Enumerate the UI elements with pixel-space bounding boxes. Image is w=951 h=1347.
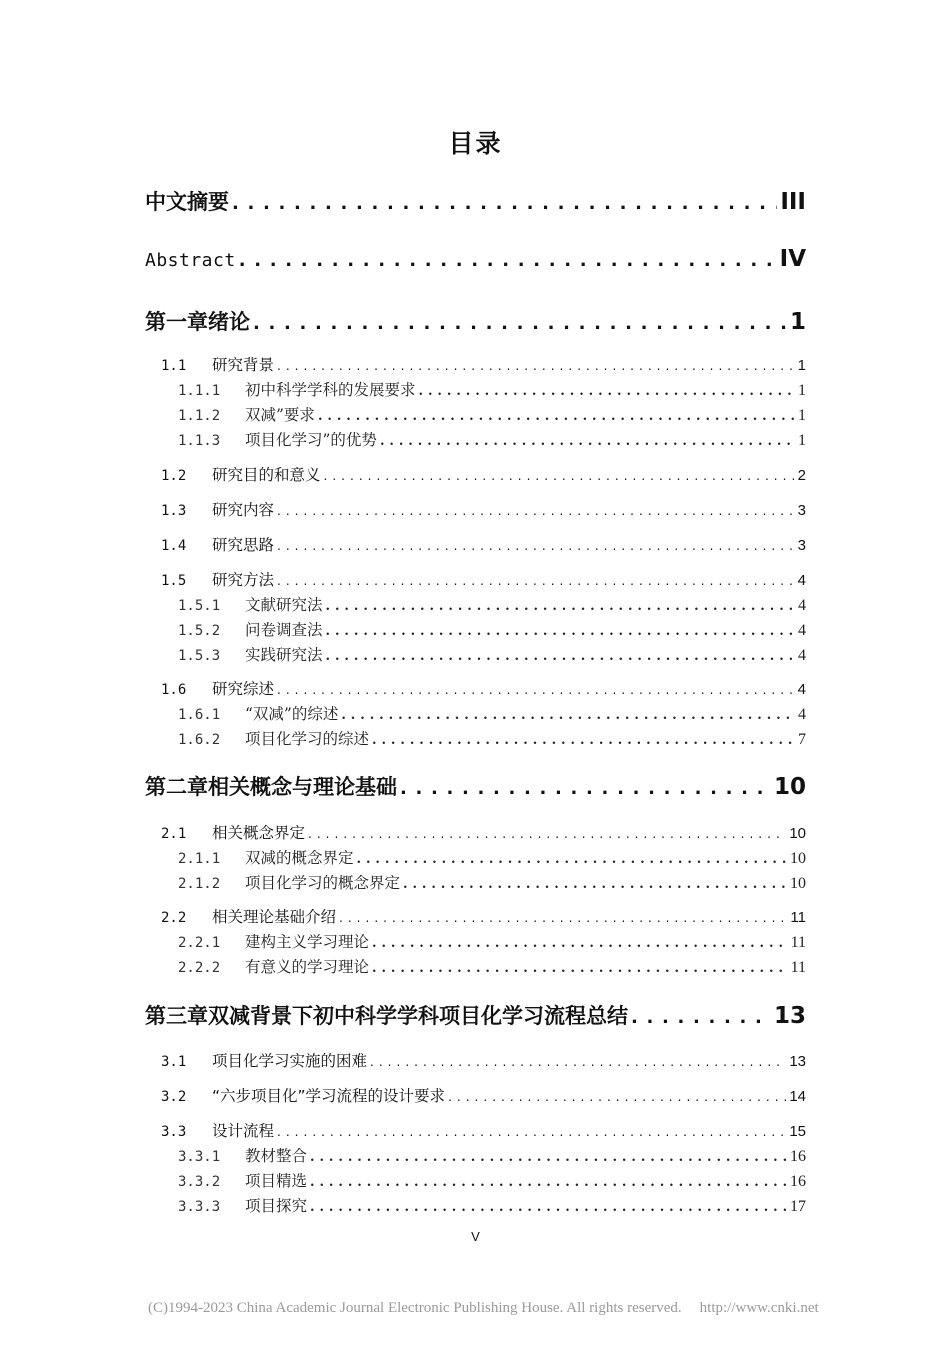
toc-leader-dots [372,961,788,976]
toc-subsection-entry[interactable] [178,403,806,425]
toc-subsection-entry[interactable] [178,618,806,640]
toc-entry-number: 3.3 [161,1124,187,1140]
toc-entry-label: 中文摘要 [145,190,229,214]
toc-entry-label: 第二章相关概念与理论基础 [145,775,397,799]
toc-section-entry[interactable] [161,353,806,375]
toc-subsection-entry[interactable] [178,846,806,868]
toc-entry-label: 项目化学习”的优势 [245,431,377,449]
toc-entry-label: Abstract [145,250,236,271]
toc-leader-dots [372,733,795,748]
toc-entry-title [161,677,274,699]
toc-entry-page: 10 [789,825,806,842]
toc-entry-title [161,568,274,590]
toc-leader-dots [370,1055,786,1069]
toc-leader-dots [400,778,771,799]
toc-entry-title [178,955,369,977]
toc-subsection-entry[interactable] [178,593,806,615]
toc-subsection-entry[interactable] [178,428,806,450]
toc-entry-label: 第一章绪论 [145,310,250,334]
toc-entry-title [178,702,338,724]
toc-entry-number: 2.2.1 [178,935,221,951]
toc-entry-title [161,905,336,927]
toc-entry-label: 项目精选 [245,1172,308,1190]
toc-entry-title [145,250,236,271]
toc-entry-number: 2.1 [161,826,187,842]
toc-entry-number: 1.2 [161,468,187,484]
toc-entry-label: 双减”要求 [245,406,315,424]
toc-entry-title [178,403,315,425]
toc-entry-title [161,1049,367,1071]
toc-leader-dots [324,469,795,483]
toc-entry-label: 研究综述 [212,680,275,698]
toc-entry-number: 1.6.2 [178,732,221,748]
toc-entry-number: 2.2.2 [178,960,221,976]
toc-entry-page: 13 [773,1003,806,1029]
toc-entry-page: 17 [790,1198,806,1215]
toc-chapter-entry[interactable] [145,246,806,276]
toc-leader-dots [277,1125,786,1139]
toc-entry-number: 1.1 [161,358,187,374]
toc-leader-dots [310,1150,787,1165]
toc-entry-title [178,1169,307,1191]
toc-entry-page: 1 [798,432,806,449]
toc-entry-title [178,1194,307,1216]
toc-leader-dots [277,683,795,697]
toc-entry-title [178,643,323,665]
toc-entry-page: III [780,189,806,215]
toc-section-entry[interactable] [161,677,806,699]
toc-entry-number: 1.5 [161,573,187,589]
toc-leader-dots [339,911,787,925]
toc-entry-label: 研究方法 [212,571,275,589]
toc-entry-title [178,846,354,868]
toc-entry-number: 3.3.3 [178,1199,221,1215]
toc-entry-page: 4 [798,597,806,614]
toc-entry-label: 项目化学习的概念界定 [245,874,401,892]
toc-entry-number: 1.3 [161,503,187,519]
toc-entry-page: 4 [797,681,806,698]
toc-entry-number: 3.2 [161,1089,187,1105]
toc-entry-label: 相关理论基础介绍 [212,908,337,926]
toc-entry-title [161,1084,445,1106]
toc-entry-label: 双减的概念界定 [245,849,354,867]
toc-entry-page: 1 [797,357,806,374]
toc-entry-page: 4 [798,622,806,639]
toc-subsection-entry[interactable] [178,1144,806,1166]
toc-entry-page: 16 [790,1173,806,1190]
toc-entry-page: 10 [790,850,806,867]
toc-entry-title [145,771,397,801]
page-number: V [471,1229,480,1244]
toc-entry-label: 相关概念界定 [212,824,306,842]
toc-entry-label: 项目化学习实施的困难 [212,1052,368,1070]
toc-entry-label: 问卷调查法 [245,621,323,639]
toc-entry-title [161,498,274,520]
toc-entry-number: 1.5.3 [178,648,221,664]
toc-leader-dots [341,708,795,723]
toc-entry-label: 研究目的和意义 [212,466,321,484]
toc-section-entry[interactable] [161,568,806,590]
toc-section-entry[interactable] [161,533,806,555]
toc-leader-dots [277,574,795,588]
toc-entry-number: 1.6.1 [178,707,221,723]
toc-leader-dots [239,250,777,271]
toc-subsection-entry[interactable] [178,643,806,665]
copyright-footer [148,1300,819,1317]
toc-entry-number: 2.1.1 [178,851,221,867]
toc-chapter-entry[interactable] [145,1000,806,1030]
toc-leader-dots [277,504,795,518]
toc-leader-dots [357,852,787,867]
toc-leader-dots [631,1007,771,1028]
toc-entry-number: 1.1.2 [178,408,221,424]
toc-entry-title [178,378,416,400]
toc-leader-dots [372,936,788,951]
copyright-text: (C)1994-2023 China Academic Journal Electronic Publishing House. All rights reserved. [148,1300,682,1316]
toc-section-entry[interactable] [161,905,806,927]
toc-entry-number: 1.6 [161,682,187,698]
toc-entry-page: 11 [790,959,806,976]
toc-entry-label: 研究背景 [212,356,275,374]
toc-section-entry[interactable] [161,1049,806,1071]
toc-entry-label: 研究思路 [212,536,275,554]
toc-entry-page: 4 [798,647,806,664]
toc-entry-title [161,463,321,485]
toc-entry-title [178,593,323,615]
toc-leader-dots [277,359,795,373]
toc-section-entry[interactable] [161,1119,806,1141]
toc-leader-dots [380,434,795,449]
toc-entry-page: 4 [797,572,806,589]
toc-entry-label: 教材整合 [245,1147,308,1165]
toc-entry-title [145,306,250,336]
toc-entry-number: 1.1.3 [178,433,221,449]
toc-entry-title [145,1000,628,1030]
toc-leader-dots [326,624,795,639]
toc-entry-title [178,1144,307,1166]
toc-entry-label: “六步项目化”学习流程的设计要求 [212,1087,446,1105]
toc-entry-title [145,186,229,216]
toc-entry-title [178,727,369,749]
toc-chapter-entry[interactable] [145,186,806,216]
toc-entry-page: 13 [789,1053,806,1070]
toc-subsection-entry[interactable] [178,378,806,400]
toc-subsection-entry[interactable] [178,727,806,749]
toc-entry-label: “双减”的综述 [245,705,339,723]
toc-subsection-entry[interactable] [178,955,806,977]
toc-chapter-entry[interactable] [145,771,806,801]
toc-entry-page: 4 [798,706,806,723]
toc-subsection-entry[interactable] [178,1194,806,1216]
toc-section-entry[interactable] [161,498,806,520]
toc-entry-label: 第三章双减背景下初中科学学科项目化学习流程总结 [145,1004,628,1028]
toc-entry-page: 2 [797,467,806,484]
toc-entry-page: 1 [798,407,806,424]
toc-subsection-entry[interactable] [178,871,806,893]
toc-chapter-entry[interactable] [145,306,806,336]
toc-entry-title [161,1119,274,1141]
toc-entry-page: 7 [798,731,806,748]
toc-entry-page: 11 [790,909,806,926]
toc-entry-page: 1 [798,382,806,399]
toc-entry-label: 研究内容 [212,501,275,519]
toc-entry-number: 2.2 [161,910,187,926]
toc-entry-label: 项目探究 [245,1197,308,1215]
toc-entry-label: 实践研究法 [245,646,323,664]
toc-section-entry[interactable] [161,1084,806,1106]
toc-entry-page: 3 [797,502,806,519]
toc-entry-title [178,428,377,450]
copyright-url: http://www.cnki.net [699,1300,819,1316]
toc-entry-page: 15 [789,1123,806,1140]
toc-entry-page: 10 [773,774,806,800]
toc-entry-label: 建构主义学习理论 [245,933,370,951]
toc-subsection-entry[interactable] [178,702,806,724]
toc-entry-number: 3.1 [161,1054,187,1070]
toc-leader-dots [308,827,786,841]
toc-entry-title [178,618,323,640]
toc-entry-label: 项目化学习的综述 [245,730,370,748]
toc-section-entry[interactable] [161,821,806,843]
toc-entry-page: 14 [789,1088,806,1105]
toc-entry-page: 10 [790,875,806,892]
toc-leader-dots [448,1090,786,1104]
toc-leader-dots [310,1200,787,1215]
toc-leader-dots [277,539,795,553]
toc-entry-page: IV [779,246,806,272]
toc-leader-dots [310,1175,787,1190]
toc-entry-number: 1.1.1 [178,383,221,399]
toc-entry-page: 16 [790,1148,806,1165]
toc-entry-page: 1 [789,309,806,335]
page-title: 目录 [448,129,503,158]
toc-subsection-entry[interactable] [178,1169,806,1191]
toc-entry-title [178,930,369,952]
toc-entry-label: 初中科学学科的发展要求 [245,381,416,399]
toc-entry-number: 1.4 [161,538,187,554]
toc-entry-number: 3.3.1 [178,1149,221,1165]
toc-leader-dots [326,649,795,664]
toc-leader-dots [403,877,787,892]
toc-entry-title [178,871,400,893]
toc-leader-dots [232,193,777,214]
toc-entry-title [161,353,274,375]
toc-section-entry[interactable] [161,463,806,485]
toc-entry-label: 文献研究法 [245,596,323,614]
toc-subsection-entry[interactable] [178,930,806,952]
toc-entry-label: 设计流程 [212,1122,275,1140]
toc-leader-dots [318,409,795,424]
toc-entry-page: 3 [797,537,806,554]
toc-leader-dots [253,313,787,334]
toc-leader-dots [326,599,795,614]
toc-entry-number: 3.3.2 [178,1174,221,1190]
toc-entry-label: 有意义的学习理论 [245,958,370,976]
toc-entry-title [161,821,305,843]
toc-entry-number: 2.1.2 [178,876,221,892]
toc-entry-number: 1.5.2 [178,623,221,639]
toc-entry-page: 11 [790,934,806,951]
toc-entry-title [161,533,274,555]
toc-leader-dots [419,384,795,399]
toc-entry-number: 1.5.1 [178,598,221,614]
